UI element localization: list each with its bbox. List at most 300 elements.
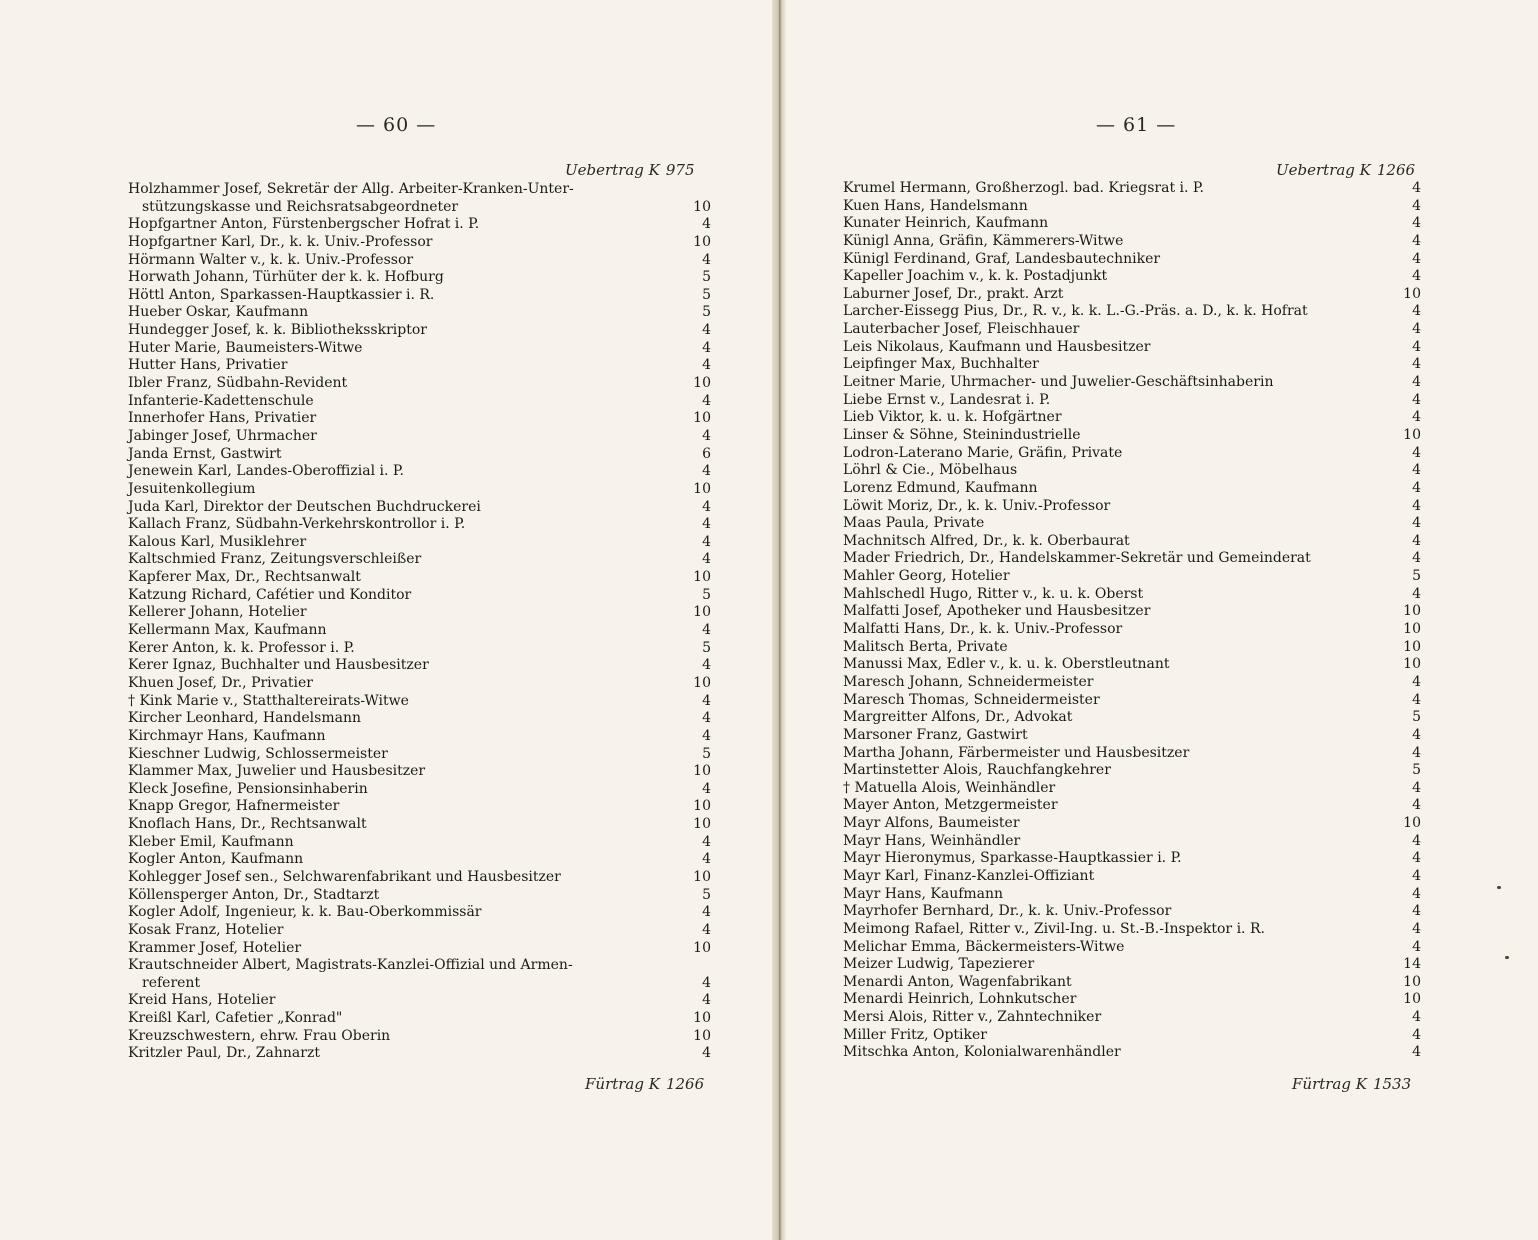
entry-amount: 4 [1412, 867, 1421, 884]
entry-name: Linser & Söhne, Steinindustrielle [843, 426, 1081, 443]
carry-in [565, 161, 695, 179]
entry-name: Meimong Rafael, Ritter v., Zivil-Ing. u. St.-B.-Inspektor i. R. [843, 920, 1265, 937]
entry-amount: 4 [1412, 250, 1421, 267]
entry-amount: 4 [1412, 409, 1421, 426]
entry-name: Huter Marie, Baumeisters-Witwe [128, 339, 363, 356]
list-item [128, 640, 711, 658]
entry-amount: 10 [693, 198, 711, 215]
entry-amount: 4 [702, 851, 711, 868]
entry-name: Kreid Hans, Hotelier [128, 992, 276, 1009]
entry-amount: 4 [702, 392, 711, 409]
entry-name: Hopfgartner Anton, Fürstenbergscher Hofrat i. P. [128, 216, 480, 233]
entry-name: Mayer Anton, Metzgermeister [843, 797, 1058, 814]
list-item [128, 622, 711, 640]
entry-amount: 4 [702, 974, 711, 991]
ink-speck [1497, 886, 1501, 889]
entry-name: Knapp Gregor, Hafnermeister [128, 798, 340, 815]
entry-amount: 5 [1412, 709, 1421, 726]
entry-name: Margreitter Alfons, Dr., Advokat [843, 709, 1073, 726]
entry-amount: 4 [1412, 797, 1421, 814]
entry-name: Menardi Heinrich, Lohnkutscher [843, 991, 1077, 1008]
ink-speck [1505, 956, 1509, 959]
entry-name: Mayr Hieronymus, Sparkasse-Hauptkassier i. P. [843, 850, 1182, 867]
entry-amount: 5 [702, 269, 711, 286]
list-item [843, 709, 1421, 727]
entry-amount: 4 [1412, 691, 1421, 708]
entry-amount: 4 [1412, 1009, 1421, 1026]
entry-amount: 4 [702, 463, 711, 480]
carry-in-amount: 1266 [1376, 161, 1416, 179]
carry-out-label: Fürtrag K [1292, 1075, 1367, 1093]
entry-amount: 4 [702, 657, 711, 674]
entry-amount: 10 [1403, 815, 1421, 832]
carry-in-amount: 975 [665, 161, 695, 179]
list-item [843, 939, 1421, 957]
entry-amount: 4 [702, 727, 711, 744]
entry-name: Horwath Johann, Türhüter der k. k. Hofburg [128, 269, 444, 286]
list-item [128, 693, 711, 711]
entry-amount: 4 [1412, 532, 1421, 549]
entry-amount: 5 [1412, 568, 1421, 585]
entry-amount: 10 [693, 1010, 711, 1027]
carry-in [1276, 161, 1415, 179]
entry-amount: 4 [702, 322, 711, 339]
entry-list [128, 181, 711, 1063]
list-item [843, 356, 1421, 374]
entry-amount: 10 [693, 375, 711, 392]
entry-amount: 4 [702, 622, 711, 639]
list-item [128, 181, 711, 199]
entry-amount: 4 [702, 992, 711, 1009]
entry-name: Innerhofer Hans, Privatier [128, 410, 317, 427]
entry-name: Manussi Max, Edler v., k. u. k. Oberstleutnant [843, 656, 1170, 673]
list-item [843, 868, 1421, 886]
entry-name: Juda Karl, Direktor der Deutschen Buchdruckerei [128, 498, 481, 515]
entry-amount: 4 [702, 427, 711, 444]
book-gutter [772, 0, 786, 1240]
entry-name: Kapferer Max, Dr., Rechtsanwalt [128, 569, 361, 586]
entry-name: Martinstetter Alois, Rauchfangkehrer [843, 762, 1111, 779]
entry-name: Khuen Josef, Dr., Privatier [128, 674, 313, 691]
list-item [128, 957, 711, 975]
entry-amount: 10 [1403, 656, 1421, 673]
entry-name: Kuen Hans, Handelsmann [843, 197, 1028, 214]
list-item [843, 1027, 1421, 1045]
entry-name: Kritzler Paul, Dr., Zahnarzt [128, 1045, 320, 1062]
list-item [128, 393, 711, 411]
entry-amount: 4 [702, 710, 711, 727]
entry-amount: 4 [702, 339, 711, 356]
entry-amount: 4 [1412, 885, 1421, 902]
entry-amount: 4 [1412, 497, 1421, 514]
entry-name: Kalous Karl, Musiklehrer [128, 533, 307, 550]
page-number: — 60 — [356, 114, 437, 136]
list-item [843, 303, 1421, 321]
list-item [843, 797, 1421, 815]
entry-name: Mahler Georg, Hotelier [843, 568, 1010, 585]
list-item [128, 446, 711, 464]
list-item [843, 850, 1421, 868]
entry-amount: 4 [1412, 515, 1421, 532]
list-item [843, 286, 1421, 304]
entry-name: Meizer Ludwig, Tapezierer [843, 956, 1035, 973]
entry-name: Leipfinger Max, Buchhalter [843, 356, 1039, 373]
entry-amount: 4 [1412, 197, 1421, 214]
list-item [128, 887, 711, 905]
list-item [843, 762, 1421, 780]
entry-amount: 4 [1412, 585, 1421, 602]
list-item [128, 287, 711, 305]
entry-amount: 4 [702, 357, 711, 374]
entry-name: Mahlschedl Hugo, Ritter v., k. u. k. Oberst [843, 585, 1144, 602]
entry-name: Menardi Anton, Wagenfabrikant [843, 973, 1072, 990]
entry-name: Katzung Richard, Cafétier und Konditor [128, 586, 412, 603]
entry-name: Kallach Franz, Südbahn-Verkehrskontrollor i. P. [128, 516, 466, 533]
entry-name: Infanterie-Kadettenschule [128, 392, 314, 409]
list-item [843, 462, 1421, 480]
entry-amount: 4 [702, 216, 711, 233]
list-item [128, 499, 711, 517]
list-item [843, 215, 1421, 233]
entry-amount: 4 [1412, 1044, 1421, 1061]
entry-amount: 10 [693, 868, 711, 885]
list-item [843, 815, 1421, 833]
entry-name: Ibler Franz, Südbahn-Revident [128, 375, 348, 392]
entry-amount: 5 [702, 639, 711, 656]
list-item [128, 516, 711, 534]
list-item [128, 657, 711, 675]
list-item [843, 515, 1421, 533]
list-item [128, 834, 711, 852]
entry-name: Kellerer Johann, Hotelier [128, 604, 307, 621]
entry-name: Kerer Anton, k. k. Professor i. P. [128, 639, 355, 656]
list-item [843, 427, 1421, 445]
entry-amount: 4 [1412, 303, 1421, 320]
carry-out [585, 1075, 704, 1093]
list-item [843, 745, 1421, 763]
entry-amount: 4 [1412, 391, 1421, 408]
list-item [128, 322, 711, 340]
entry-name: Maresch Johann, Schneidermeister [843, 673, 1094, 690]
entry-name: Mayr Karl, Finanz-Kanzlei-Offiziant [843, 867, 1095, 884]
entry-name: Malitsch Berta, Private [843, 638, 1008, 655]
list-item [128, 587, 711, 605]
entry-name: Mitschka Anton, Kolonialwarenhändler [843, 1044, 1121, 1061]
entry-name: Kohlegger Josef sen., Selchwarenfabrikant und Hausbesitzer [128, 868, 561, 885]
entry-amount: 4 [702, 1045, 711, 1062]
list-item [843, 833, 1421, 851]
entry-name: Lorenz Edmund, Kaufmann [843, 479, 1038, 496]
entry-amount: 10 [693, 480, 711, 497]
entry-amount: 5 [1412, 762, 1421, 779]
entry-name: Maresch Thomas, Schneidermeister [843, 691, 1100, 708]
entry-name: Höttl Anton, Sparkassen-Hauptkassier i. R. [128, 286, 435, 303]
list-item [128, 481, 711, 499]
entry-amount: 5 [702, 745, 711, 762]
right-page [779, 0, 1538, 1240]
carry-out-amount: 1533 [1372, 1075, 1412, 1093]
entry-amount: 4 [1412, 374, 1421, 391]
list-item [128, 728, 711, 746]
list-item [843, 603, 1421, 621]
list-item [128, 252, 711, 270]
list-item [128, 975, 711, 993]
list-item [843, 586, 1421, 604]
entry-name: Kreuzschwestern, ehrw. Frau Oberin [128, 1027, 391, 1044]
list-item [843, 568, 1421, 586]
list-item [843, 974, 1421, 992]
list-item [128, 869, 711, 887]
entry-name: Künigl Ferdinand, Graf, Landesbautechniker [843, 250, 1161, 267]
entry-name: Mayr Hans, Weinhändler [843, 832, 1021, 849]
list-item [128, 216, 711, 234]
entry-name: Mayr Hans, Kaufmann [843, 885, 1004, 902]
list-item [843, 727, 1421, 745]
entry-name: Lodron-Laterano Marie, Gräfin, Private [843, 444, 1123, 461]
entry-name: Kieschner Ludwig, Schlossermeister [128, 745, 388, 762]
entry-name: Kapeller Joachim v., k. k. Postadjunkt [843, 268, 1108, 285]
list-item [843, 780, 1421, 798]
entry-name: Malfatti Josef, Apotheker und Hausbesitzer [843, 603, 1151, 620]
entry-amount: 4 [1412, 920, 1421, 937]
list-item [128, 410, 711, 428]
entry-name: Holzhammer Josef, Sekretär der Allg. Arbeiter-Kranken-Unter- [128, 181, 574, 197]
entry-amount: 4 [1412, 726, 1421, 743]
entry-amount: 10 [1403, 973, 1421, 990]
entry-amount: 4 [1412, 356, 1421, 373]
list-item [128, 304, 711, 322]
list-item [843, 480, 1421, 498]
list-item [128, 781, 711, 799]
entry-amount: 14 [1403, 956, 1421, 973]
list-item [128, 992, 711, 1010]
entry-name: Hueber Oskar, Kaufmann [128, 304, 309, 321]
list-item [843, 321, 1421, 339]
list-item [843, 956, 1421, 974]
list-item [128, 375, 711, 393]
entry-amount: 10 [693, 798, 711, 815]
list-item [843, 198, 1421, 216]
list-item [843, 180, 1421, 198]
entry-amount: 4 [1412, 550, 1421, 567]
carry-out-amount: 1266 [665, 1075, 705, 1093]
entry-name: stützungskasse und Reichsratsabgeordneter [142, 198, 459, 215]
entry-name: Malfatti Hans, Dr., k. k. Univ.-Professor [843, 621, 1123, 638]
entry-name: Lieb Viktor, k. u. k. Hofgärtner [843, 409, 1062, 426]
list-item [843, 991, 1421, 1009]
entry-amount: 10 [1403, 285, 1421, 302]
entry-name: Mersi Alois, Ritter v., Zahntechniker [843, 1009, 1102, 1026]
entry-name: Kunater Heinrich, Kaufmann [843, 215, 1049, 232]
list-item [843, 445, 1421, 463]
entry-name: Machnitsch Alfred, Dr., k. k. Oberbaurat [843, 532, 1130, 549]
entry-name: Löwit Moriz, Dr., k. k. Univ.-Professor [843, 497, 1111, 514]
list-item [843, 921, 1421, 939]
entry-name: Leis Nikolaus, Kaufmann und Hausbesitzer [843, 338, 1151, 355]
list-item [843, 533, 1421, 551]
list-item [128, 269, 711, 287]
entry-amount: 10 [693, 410, 711, 427]
entry-name: Knoflach Hans, Dr., Rechtsanwalt [128, 816, 367, 833]
entry-name: Kleck Josefine, Pensionsinhaberin [128, 780, 368, 797]
entry-name: Hundegger Josef, k. k. Bibliotheksskriptor [128, 322, 427, 339]
list-item [843, 251, 1421, 269]
carry-in-label: Uebertrag K [565, 161, 660, 179]
entry-name: Laburner Josef, Dr., prakt. Arzt [843, 285, 1064, 302]
list-item [843, 550, 1421, 568]
entry-amount: 10 [693, 816, 711, 833]
list-item [128, 1010, 711, 1028]
entry-amount: 10 [693, 569, 711, 586]
entry-name: Klammer Max, Juwelier und Hausbesitzer [128, 763, 426, 780]
entry-name: Kleber Emil, Kaufmann [128, 833, 294, 850]
list-item [128, 710, 711, 728]
entry-name: Mader Friedrich, Dr., Handelskammer-Sekretär und Gemeinderat [843, 550, 1311, 567]
list-item [843, 268, 1421, 286]
list-item [128, 922, 711, 940]
entry-amount: 5 [702, 586, 711, 603]
entry-name: Hutter Hans, Privatier [128, 357, 288, 374]
entry-name: Krumel Hermann, Großherzogl. bad. Kriegsrat i. P. [843, 180, 1204, 196]
list-item [843, 674, 1421, 692]
entry-name: Mayr Alfons, Baumeister [843, 815, 1020, 832]
entry-amount: 4 [1412, 232, 1421, 249]
entry-amount: 4 [1412, 479, 1421, 496]
entry-amount: 4 [1412, 673, 1421, 690]
list-item [843, 339, 1421, 357]
entry-amount: 6 [702, 445, 711, 462]
entry-amount: 4 [1412, 832, 1421, 849]
entry-amount: 10 [1403, 603, 1421, 620]
entry-amount: 4 [1412, 938, 1421, 955]
entry-name: Kircher Leonhard, Handelsmann [128, 710, 361, 727]
list-item [128, 675, 711, 693]
entry-name: Martha Johann, Färbermeister und Hausbesitzer [843, 744, 1190, 761]
carry-out-label: Fürtrag K [585, 1075, 660, 1093]
list-item [843, 692, 1421, 710]
entry-name: Köllensperger Anton, Dr., Stadtarzt [128, 886, 380, 903]
entry-amount: 4 [702, 904, 711, 921]
entry-name: Jesuitenkollegium [128, 480, 256, 497]
entry-amount: 4 [702, 780, 711, 797]
list-item [128, 463, 711, 481]
entry-amount: 4 [1412, 338, 1421, 355]
entry-name: Kogler Anton, Kaufmann [128, 851, 304, 868]
list-item [843, 621, 1421, 639]
entry-amount: 4 [702, 498, 711, 515]
list-item [843, 903, 1421, 921]
entry-name: Künigl Anna, Gräfin, Kämmerers-Witwe [843, 232, 1124, 249]
page-number: — 61 — [1096, 114, 1177, 136]
list-item [128, 340, 711, 358]
entry-amount: 4 [702, 533, 711, 550]
entry-name: Leitner Marie, Uhrmacher- und Juwelier-Geschäftsinhaberin [843, 374, 1274, 391]
entry-amount: 4 [702, 251, 711, 268]
entry-name: Kellermann Max, Kaufmann [128, 622, 327, 639]
entry-name: Hopfgartner Karl, Dr., k. k. Univ.-Professor [128, 233, 433, 250]
entry-amount: 10 [1403, 638, 1421, 655]
entry-name: Maas Paula, Private [843, 515, 985, 532]
carry-in-label: Uebertrag K [1276, 161, 1371, 179]
list-item [843, 392, 1421, 410]
entry-name: Janda Ernst, Gastwirt [128, 445, 282, 462]
entry-name: Kirchmayr Hans, Kaufmann [128, 727, 326, 744]
list-item [128, 604, 711, 622]
entry-amount: 4 [702, 921, 711, 938]
entry-amount: 4 [1412, 462, 1421, 479]
list-item [843, 1044, 1421, 1062]
entry-amount: 10 [693, 604, 711, 621]
list-item [128, 357, 711, 375]
list-item [128, 569, 711, 587]
entry-name: Lauterbacher Josef, Fleischhauer [843, 321, 1080, 338]
entry-amount: 10 [693, 1027, 711, 1044]
entry-amount: 4 [702, 516, 711, 533]
entry-name: Marsoner Franz, Gastwirt [843, 726, 1028, 743]
entry-amount: 4 [1412, 180, 1421, 196]
entry-name: Miller Fritz, Optiker [843, 1026, 987, 1043]
entry-amount: 4 [1412, 850, 1421, 867]
entry-amount: 4 [1412, 215, 1421, 232]
entry-name: Larcher-Eissegg Pius, Dr., R. v., k. k. L.-G.-Präs. a. D., k. k. Hofrat [843, 303, 1308, 320]
entry-name: Kogler Adolf, Ingenieur, k. k. Bau-Oberkommissär [128, 904, 482, 921]
carry-out [1292, 1075, 1411, 1093]
entry-name: referent [142, 974, 201, 991]
entry-amount: 4 [702, 551, 711, 568]
list-item [843, 886, 1421, 904]
list-item [843, 1009, 1421, 1027]
entry-amount: 4 [1412, 779, 1421, 796]
list-item [843, 498, 1421, 516]
entry-amount: 10 [1403, 426, 1421, 443]
list-item [128, 851, 711, 869]
entry-amount: 5 [702, 304, 711, 321]
entry-name: Jabinger Josef, Uhrmacher [128, 427, 317, 444]
entry-amount: 4 [1412, 744, 1421, 761]
entry-name: Löhrl & Cie., Möbelhaus [843, 462, 1018, 479]
entry-amount: 5 [702, 286, 711, 303]
entry-name: Kosak Franz, Hotelier [128, 921, 284, 938]
list-item [843, 374, 1421, 392]
list-item [128, 816, 711, 834]
entry-amount: 10 [693, 763, 711, 780]
entry-amount: 4 [1412, 268, 1421, 285]
list-item [128, 551, 711, 569]
list-item [128, 940, 711, 958]
entry-amount: 10 [693, 674, 711, 691]
entry-amount: 4 [702, 692, 711, 709]
entry-list [843, 180, 1421, 1062]
entry-amount: 4 [702, 833, 711, 850]
list-item [843, 639, 1421, 657]
entry-amount: 10 [693, 939, 711, 956]
entry-amount: 10 [693, 233, 711, 250]
entry-name: Kerer Ignaz, Buchhalter und Hausbesitzer [128, 657, 429, 674]
entry-name: Liebe Ernst v., Landesrat i. P. [843, 391, 1051, 408]
entry-name: Hörmann Walter v., k. k. Univ.-Professor [128, 251, 414, 268]
entry-amount: 4 [1412, 444, 1421, 461]
list-item [128, 534, 711, 552]
entry-name: Kaltschmied Franz, Zeitungsverschleißer [128, 551, 422, 568]
entry-amount: 4 [1412, 321, 1421, 338]
list-item [843, 233, 1421, 251]
entry-name: Krammer Josef, Hotelier [128, 939, 302, 956]
list-item [843, 656, 1421, 674]
list-item [128, 763, 711, 781]
entry-name: Jenewein Karl, Landes-Oberoffizial i. P. [128, 463, 404, 480]
entry-name: † Kink Marie v., Statthaltereirats-Witwe [128, 692, 409, 709]
list-item [128, 428, 711, 446]
